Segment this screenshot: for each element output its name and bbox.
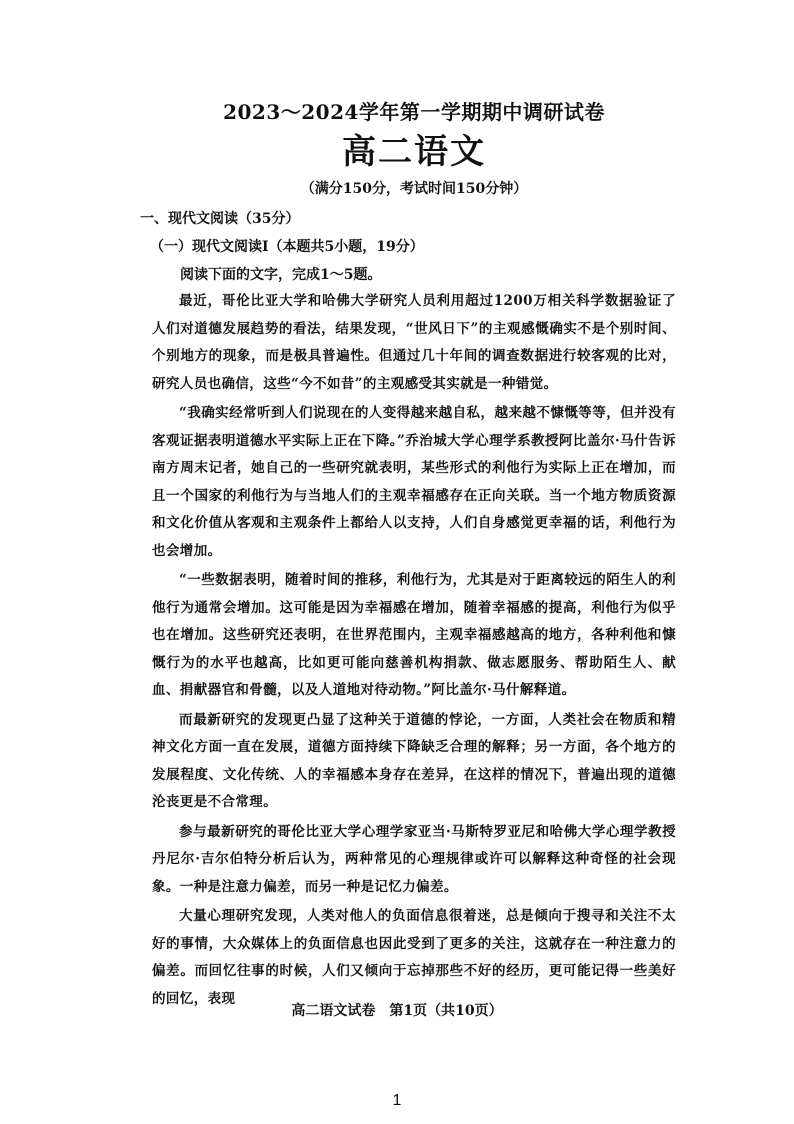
sub-heading: （一）现代文阅读Ⅰ（本题共5小题，19分） [150, 239, 424, 255]
reading-instruction: 阅读下面的文字，完成1～5题。 [180, 267, 382, 283]
page-footer: 高二语文试卷 第1页（共10页） [291, 1003, 503, 1019]
page-content [140, 98, 676, 1013]
section-heading: 一、现代文阅读（35分） [140, 211, 300, 227]
passage-paragraph-3: “一些数据表明，随着时间的推移，利他行为，尤其是对于距离较远的陌生人的利他行为通常会增加。这可能是因为幸福感在增加，随着幸福感的提高，利他行为似乎也在增加。这些研究还表明，在世界范围内，主观幸福感越高的地方，各种利他和慷慨行为的水平也越高，比如更可能向慈善机构捐款、做志愿服务、帮助陌生人、献血、捐献器官和骨髓，以及人道地对待动物。”阿比盖尔·马什解释道。 [152, 572, 676, 698]
passage-paragraph-5: 参与最新研究的哥伦比亚大学心理学家亚当·马斯特罗亚尼和哈佛大学心理学教授丹尼尔·吉尔伯特分析后认为，两种常见的心理规律或许可以解释这种奇怪的社会现象。一种是注意力偏差，而另一种是记忆力偏差。 [152, 823, 676, 895]
passage-paragraph-1: 最近，哥伦比亚大学和哈佛大学研究人员利用超过1200万相关科学数据验证了人们对道德发展趋势的看法，结果发现，“世风日下”的主观感慨确实不是个别时间、个别地方的现象，而是极具普遍性。但通过几十年间的调查数据进行较客观的比对，研究人员也确信，这些“今不如昔”的主观感受其实就是一种错觉。 [152, 293, 676, 392]
passage-paragraph-2: “我确实经常听到人们说现在的人变得越来越自私，越来越不慷慨等等，但并没有客观证据表明道德水平实际上正在下降。”乔治城大学心理学系教授阿比盖尔·马什告诉南方周末记者，她自己的一些研究就表明，某些形式的利他行为实际上正在增加，而且一个国家的利他行为与当地人们的主观幸福感存在正向关联。当一个地方物质资源和文化价值从客观和主观条件上都给人以支持，人们自身感觉更幸福的话，利他行为也会增加。 [152, 405, 676, 559]
passage-paragraph-6: 大量心理研究发现，人类对他人的负面信息很着迷，总是倾向于搜寻和关注不太好的事情，大众媒体上的负面信息也因此受到了更多的关注，这就存在一种注意力的偏差。而回忆往事的时候，人们又倾向于忘掉那些不好的经历，更可能记得一些美好的回忆，表现 [152, 908, 676, 1007]
exam-info: （满分150分，考试时间150分钟） [300, 181, 528, 197]
page-number: 1 [392, 1092, 402, 1109]
reading-passage [152, 288, 676, 1013]
exam-title: 2023～2024学年第一学期期中调研试卷 [223, 100, 605, 124]
passage-paragraph-4: 而最新研究的发现更凸显了这种关于道德的悖论，一方面，人类社会在物质和精神文化方面一直在发展，道德方面持续下降缺乏合理的解释；另一方面，各个地方的发展程度、文化传统、人的幸福感本身存在差异，在这样的情况下，普遍出现的道德沦丧更是不合常理。 [152, 711, 676, 810]
subject-title: 高二语文 [342, 132, 486, 172]
